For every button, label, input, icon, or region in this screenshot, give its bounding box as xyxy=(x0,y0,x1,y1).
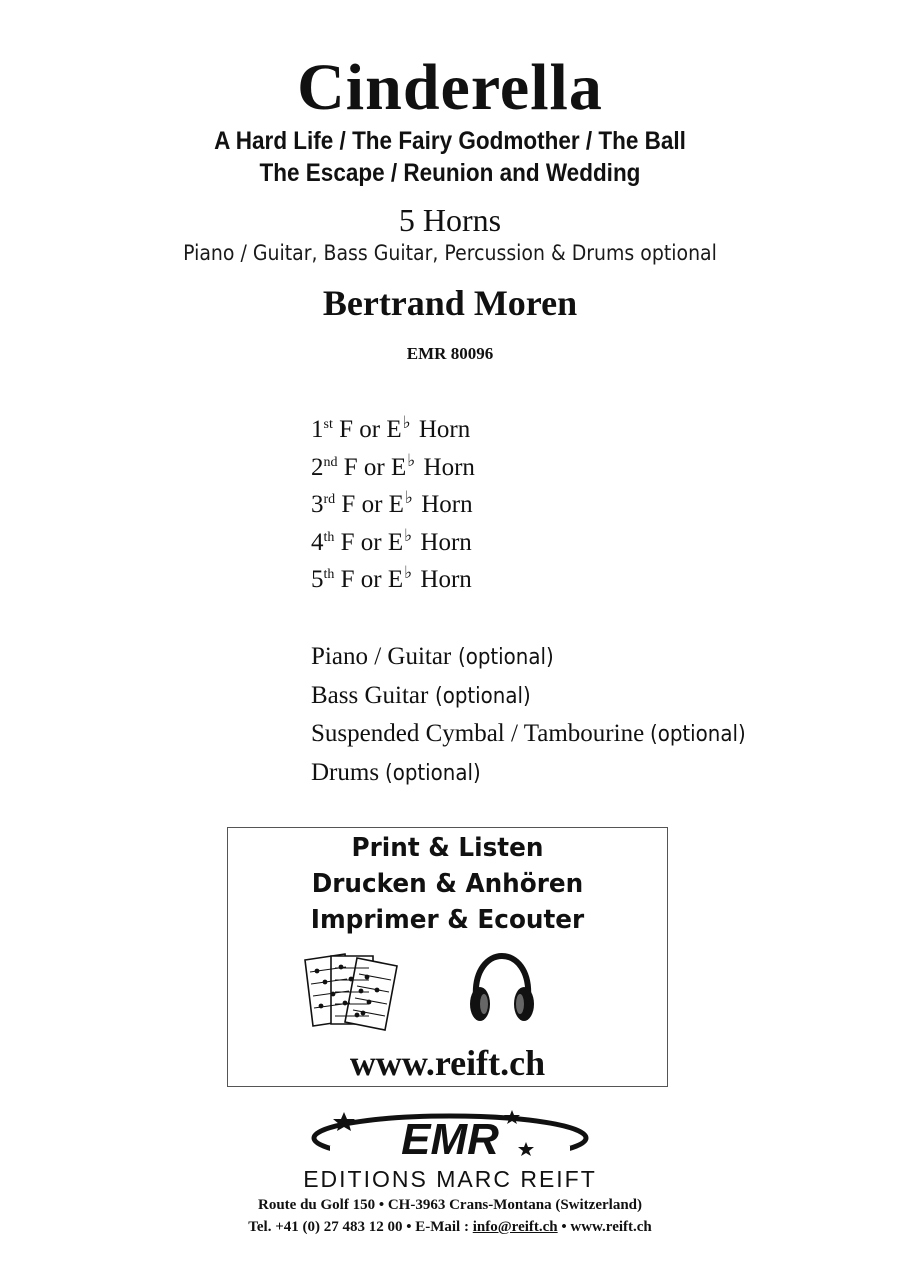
flat-symbol: ♭ xyxy=(404,563,413,583)
promo-url[interactable]: www.reift.ch xyxy=(349,1043,546,1083)
emr-logo xyxy=(300,1106,600,1166)
flat-symbol: ♭ xyxy=(404,525,413,546)
sheet-music-icon xyxy=(301,950,413,1032)
svg-text:EMR: EMR xyxy=(401,1115,499,1164)
other-parts-list xyxy=(311,638,757,792)
flat-symbol: ♭ xyxy=(404,488,413,508)
flat-symbol: ♭ xyxy=(402,413,411,433)
publisher-contact: Tel. +41 (0) 27 483 12 00 • E-Mail : info@reift.ch • www.reift.ch xyxy=(248,1219,652,1235)
headphones-icon xyxy=(466,950,538,1028)
horn-part: 4th F or E♭ Horn xyxy=(311,525,472,556)
movements-line-2: The Escape / Reunion and Wedding xyxy=(259,159,641,187)
horn-part: 1st F or E♭ Horn xyxy=(311,413,471,443)
promo-line-de: Drucken & Anhören xyxy=(311,869,584,899)
horn-part: 5th F or E♭ Horn xyxy=(311,563,472,593)
flat-symbol: ♭ xyxy=(407,450,416,471)
email-link[interactable]: info@reift.ch xyxy=(472,1219,558,1235)
publisher-address: Route du Golf 150 • CH-3963 Crans-Montana (Switzerland) xyxy=(258,1197,642,1213)
promo-line-en: Print & Listen xyxy=(351,833,544,863)
page-title: Cinderella xyxy=(297,51,603,124)
print-listen-box xyxy=(227,827,668,1087)
optional-instruments: Piano / Guitar, Bass Guitar, Percussion & Drums optional xyxy=(183,241,717,265)
promo-line-fr: Imprimer & Ecouter xyxy=(310,905,585,935)
optional-part: Piano / Guitar (optional) xyxy=(311,643,554,670)
publisher-name: EDITIONS MARC REIFT xyxy=(303,1166,597,1192)
optional-part: Suspended Cymbal / Tambourine (optional) xyxy=(311,720,747,747)
catalog-number: EMR 80096 xyxy=(406,344,494,363)
horn-part: 2nd F or E♭ Horn xyxy=(311,450,475,481)
composer: Bertrand Moren xyxy=(322,283,578,323)
optional-part: Drums (optional) xyxy=(311,758,482,786)
horn-parts-list xyxy=(311,411,475,599)
optional-part: Bass Guitar (optional) xyxy=(311,681,531,709)
ensemble: 5 Horns xyxy=(398,202,502,238)
movements-line-1: A Hard Life / The Fairy Godmother / The Ball xyxy=(214,127,686,155)
horn-part: 3rd F or E♭ Horn xyxy=(311,488,473,518)
